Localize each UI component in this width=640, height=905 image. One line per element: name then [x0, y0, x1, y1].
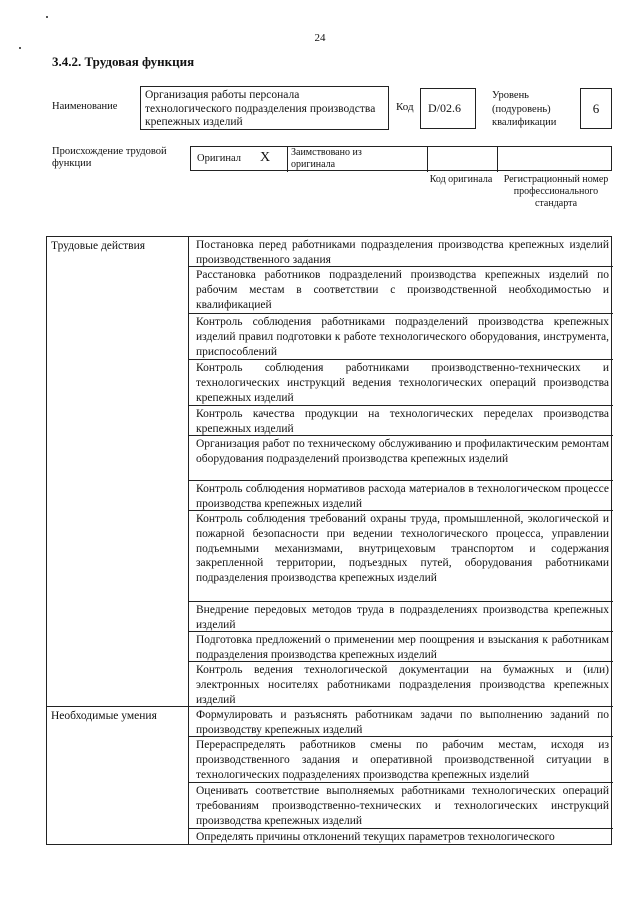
section-label-skills: Необходимые умения	[51, 710, 157, 722]
section-label-actions: Трудовые действия	[51, 240, 146, 252]
cell-divider	[427, 147, 428, 172]
original-label: Оригинал	[197, 153, 241, 164]
scan-mark	[19, 47, 21, 49]
skill-item: Перераспределять работников смены по рабочим местам, исходя из производственного задания и оперативной производственной ситуации в технологических подразделениях производства крепежных изделий	[189, 736, 613, 783]
labor-action-item: Внедрение передовых методов труда в подразделениях производства крепежных изделий	[189, 601, 613, 632]
skill-item: Определять причины отклонений текущих параметров технологического	[189, 828, 613, 844]
labor-action-item: Контроль качества продукции на технологических переделах производства крепежных изделий	[189, 405, 613, 436]
section-divider	[47, 706, 189, 707]
function-name: Организация работы персонала технологического подразделения производства крепежных изделий	[140, 86, 389, 130]
cell-divider	[497, 147, 498, 172]
code-caption: Код оригинала	[429, 174, 493, 185]
level-value: 6	[580, 88, 612, 129]
skill-item: Оценивать соответствие выполняемых работниками технологических операций требованиям производственно-технических и технологических инструкций производства крепежных изделий	[189, 782, 613, 829]
labor-action-item: Контроль ведения технологической документации на бумажных и (или) электронных носителях работниками подразделения производства крепежных изделий	[189, 661, 613, 707]
level-label: Уровень (подуровень) квалификации	[492, 90, 557, 128]
labor-action-item: Контроль соблюдения нормативов расхода материалов в технологическом процессе производства крепежных изделий	[189, 480, 613, 511]
labor-action-item: Расстановка работников подразделений производства крепежных изделий по рабочим местам в соответствии с производственной необходимостью и квалификацией	[189, 266, 613, 314]
labor-action-item: Организация работ по техническому обслуживанию и профилактическим ремонтам оборудования подразделений производства крепежных изделий	[189, 435, 613, 481]
reg-caption: Регистрационный номер профессионального стандарта	[503, 174, 609, 209]
page-number: 24	[314, 32, 326, 44]
labor-action-item: Подготовка предложений о применении мер поощрения и взыскания к работникам подразделения производства крепежных изделий	[189, 631, 613, 662]
competency-table	[46, 236, 612, 845]
labor-action-item: Контроль соблюдения требований охраны труда, промышленной, экологической и пожарной безопасности при ведении технологического процесса, управлении подъемными механизмами, внутрицеховым транспортом и содержания закрепленной территории, подъездных путей, оборудования работниками подразделения производства крепежных изделий	[189, 510, 613, 602]
skill-item: Формулировать и разъяснять работникам задачи по выполнению заданий по производству крепежных изделий	[189, 706, 613, 737]
scan-mark	[46, 16, 48, 18]
labor-action-item: Контроль соблюдения работниками подразделений производства крепежных изделий правил подготовки к работе технологического оборудования, инструмента, приспособлений	[189, 313, 613, 360]
borrowed-label: Заимствовано из оригинала	[291, 147, 362, 170]
name-label: Наименование	[52, 101, 118, 112]
cell-divider	[287, 147, 288, 172]
code-value: D/02.6	[420, 88, 476, 129]
origin-label: Происхождение трудовой функции	[52, 146, 167, 169]
labor-action-item: Постановка перед работниками подразделения производства крепежных изделий производственного задания	[196, 239, 609, 266]
code-label: Код	[396, 101, 414, 113]
labor-action-item: Контроль соблюдения работниками производственно-технических и технологических инструкций ведения технологических операций производства крепежных изделий	[189, 359, 613, 406]
origin-table	[190, 146, 612, 171]
original-mark: X	[260, 150, 271, 165]
section-title: 3.4.2. Трудовая функция	[52, 54, 195, 69]
